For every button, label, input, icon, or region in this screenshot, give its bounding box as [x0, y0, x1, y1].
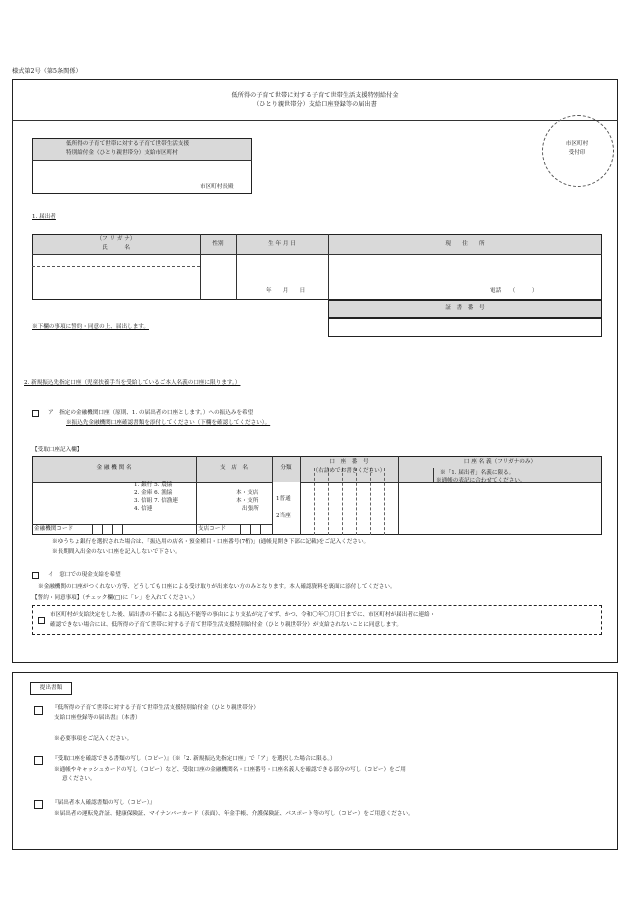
acct-digit-sep-5 — [370, 468, 371, 535]
doc-1-line1: 『低所得の子育て世帯に対する子育て世帯生活支援特別給付金（ひとり親世帯分） — [52, 705, 259, 711]
furigana-header: （フ リ ガ ナ） — [96, 236, 136, 242]
form-number: 様式第2号（第5条関係） — [12, 68, 82, 75]
address-header: 現 住 所 — [445, 241, 485, 247]
acct-number-subheader: （右詰めでお書きください） — [312, 468, 386, 474]
acct-digit-sep-3 — [342, 468, 343, 535]
birth-date-placeholder: 年 月 日 — [266, 288, 306, 294]
branch-code-label: 支店コード — [198, 526, 226, 532]
account-section-heading: 【受取口座記入欄】 — [32, 447, 83, 453]
doc-3-checkbox[interactable] — [34, 800, 43, 809]
doc-3-line2: ※届出者の運転免許証、健康保険証、マイナンバーカード（表面）、年金手帳、介護保険証、パスポート等の写し（コピー）をご用意ください。 — [54, 811, 414, 817]
pledge-box — [32, 605, 602, 635]
bank-type-2: 2. 金庫 6. 漁協 — [134, 490, 173, 496]
holder-header: 口 座 名 義（フリガナのみ） — [463, 459, 537, 465]
section1-heading: 1. 届出者 — [32, 214, 56, 220]
branch-type-3: 出張所 — [242, 506, 259, 512]
option-a-note: ※振込先金融機関口座確認書類を添付してください（下欄を確認してください）。 — [66, 420, 271, 426]
acct-digit-sep-4 — [356, 468, 357, 535]
acct-type-1: 1普通 — [276, 496, 291, 502]
pledge-text-1: 市区町村が支給決定をした後、届出書の不備による振込不能等の事由により支払が完了せず、かつ、令和〇年〇月〇日までに、市区町村が届出者に連絡・ — [50, 612, 436, 618]
branch-code-sep-1 — [250, 524, 251, 535]
bank-code-label: 金融機関コード — [34, 526, 74, 532]
addressee-mayor: 市区町村長殿 — [200, 184, 234, 190]
option-b-checkbox[interactable] — [32, 572, 39, 579]
phone-placeholder: 電話 （ ） — [490, 288, 538, 294]
branch-name-header: 支 店 名 — [220, 465, 248, 471]
doc-2-line2: ※通帳やキャッシュカードの写し（コピー）など、受取口座の金融機関名・口座番号・口座名義人を確認できる部分の写し（コピー）をご用 — [54, 767, 406, 773]
addressee-line1: 低所得の子育て世帯に対する子育て世帯生活支援 — [66, 141, 190, 147]
doc-3-line1: 『届出者本人確認書類の写し（コピー）』 — [52, 800, 156, 806]
note-dormant: ※長期間入出金のない口座を記入しないで下さい。 — [52, 549, 181, 555]
section2-heading: 2. 新規振込先指定口座（児童扶養手当を受給しているご本人名義の口座に限ります。） — [24, 380, 241, 386]
seal-label-2: 受付印 — [568, 150, 586, 156]
branch-code-sep-0 — [240, 524, 241, 535]
cert-number-label: 証 書 番 号 — [445, 305, 485, 311]
divider-holder — [398, 456, 399, 535]
branch-type-1: 本・支店 — [236, 490, 259, 496]
addressee-divider — [32, 160, 252, 161]
acct-digit-sep-1 — [314, 468, 315, 535]
bank-code-sep-0 — [92, 524, 93, 535]
bank-code-sep-2 — [112, 524, 113, 535]
bank-code-sep-3 — [122, 524, 123, 535]
option-b-label: イ 窓口での現金支給を希望 — [48, 572, 121, 578]
branch-code-sep-2 — [260, 524, 261, 535]
note-yucho: ※ゆうちょ銀行を選択された場合は、「振込用の店名・預金種目・口座番号(7桁)」(通帳見開き下部に記載)をご記入ください。 — [52, 539, 370, 545]
bank-type-1: 1. 銀行 5. 農協 — [134, 482, 173, 488]
birth-header: 生 年 月 日 — [268, 241, 296, 247]
addressee-line2: 特別給付金（ひとり親世帯分）支給市区町村 — [66, 150, 178, 156]
pledge-checkbox[interactable] — [38, 617, 45, 624]
name-header: 氏 名 — [102, 245, 130, 251]
acct-digit-sep-2 — [328, 468, 329, 535]
acct-type-2: 2当座 — [276, 513, 291, 519]
holder-note-1: ※「1. 届出者」名義に限る。 — [440, 470, 515, 476]
bank-code-sep-1 — [102, 524, 103, 535]
type-header: 分類 — [280, 465, 292, 471]
pledge-heading: 【誓約・同意事項】（チェック欄(□)に「レ」を入れてください。） — [32, 595, 199, 601]
form-title-line2: （ひとり親世帯分）支給口座登録等の届出書 — [253, 101, 377, 108]
form-title-line1: 低所得の子育て世帯に対する子育て世帯生活支援特別給付金 — [231, 92, 399, 99]
pledge-notice: ※下欄の事項に誓約・同意の上、届出します。 — [32, 324, 150, 330]
option-b-note: ※金融機関の口座がつくれない方等、どうしても口座による受け取りが出来ない方のみとなります。本人確認資料を裏面に添付してください。 — [38, 584, 396, 590]
option-a-label: ア 指定の金融機関口座（原則、1. の届出者の口座とします。）への振込みを希望 — [48, 410, 254, 416]
acct-digit-sep-6 — [384, 468, 385, 535]
pledge-text-2: 確認できない場合には、低所得の子育て世帯に対する子育て世帯生活支援特別給付金（ひとり親世帯分）が支給されないことに同意します。 — [50, 622, 402, 628]
doc-2-checkbox[interactable] — [34, 756, 43, 765]
bank-name-header: 金 融 機 関 名 — [96, 465, 132, 471]
doc-2-note: 意ください。 — [62, 776, 96, 782]
doc-1-checkbox[interactable] — [34, 706, 43, 715]
option-a-checkbox[interactable] — [32, 410, 39, 417]
acct-number-header: 口 座 番 号 — [329, 459, 369, 465]
seal-label-1: 市区町村 — [565, 141, 589, 147]
title-divider — [12, 120, 618, 121]
doc-1-note: ※必要事項をご記入ください。 — [54, 736, 133, 742]
documents-heading: 提出書類 — [39, 685, 63, 691]
doc-1-line2: 支給口座登録等の届出書』（本書） — [54, 715, 141, 721]
branch-type-2: 本・支所 — [236, 498, 259, 504]
cert-number-field[interactable] — [328, 318, 602, 337]
holder-note-divider — [433, 468, 434, 482]
bank-type-3: 3. 信組 7. 信漁連 — [134, 498, 178, 504]
bank-type-4: 4. 信連 — [134, 506, 153, 512]
doc-2-line1: 『受取口座を確認できる書類の写し（コピー）』（※「2. 新規振込先指定口座」で「ア」を選択した場合に限る。） — [52, 756, 336, 762]
applicant-header-divider — [32, 254, 602, 255]
holder-note-2: ※通帳の表記に合わせてください。 — [436, 478, 526, 484]
code-row-divider — [32, 524, 272, 525]
gender-header: 性別 — [212, 241, 224, 247]
furigana-dash-line — [32, 266, 200, 267]
